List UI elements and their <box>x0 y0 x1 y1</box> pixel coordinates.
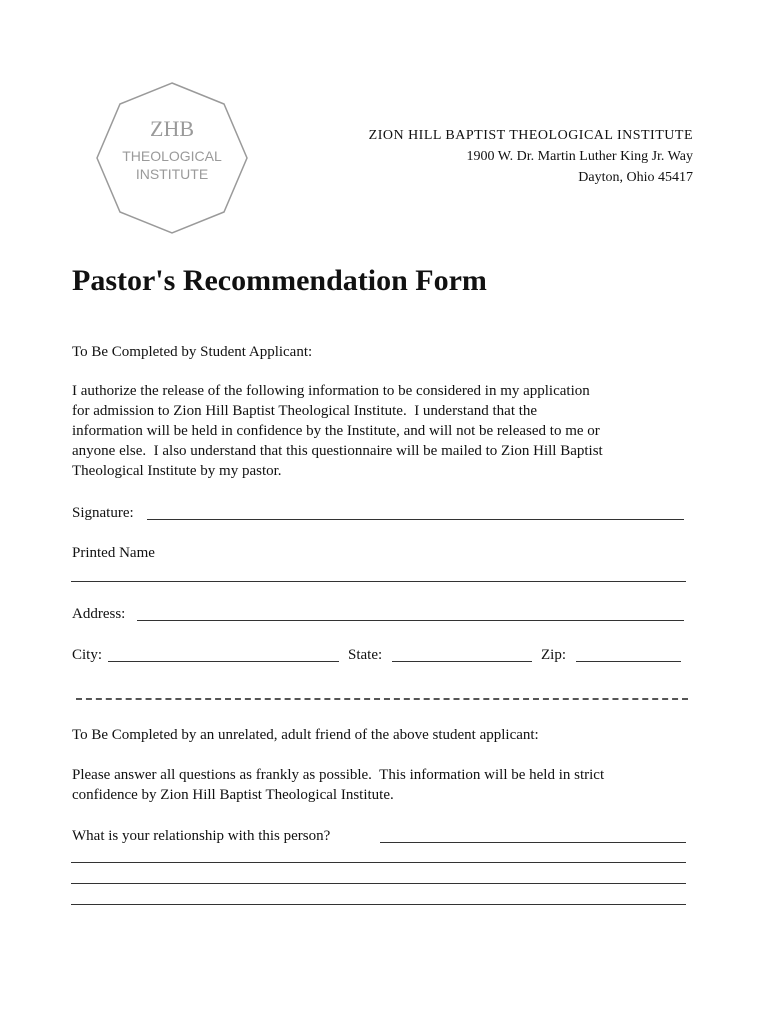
section-divider <box>76 698 688 700</box>
relationship-question: What is your relationship with this person? <box>72 828 331 844</box>
institution-street: 1900 W. Dr. Martin Luther King Jr. Way <box>466 149 693 164</box>
printed-name-field[interactable] <box>71 581 686 582</box>
seal-line-1: THEOLOGICAL <box>122 148 222 164</box>
printed-name-label: Printed Name <box>72 545 155 561</box>
authorization-line-5: Theological Institute by my pastor. <box>72 463 282 479</box>
seal-line-2: INSTITUTE <box>135 166 209 182</box>
relationship-answer-line-1[interactable] <box>71 862 686 863</box>
institution-name: ZION HILL BAPTIST THEOLOGICAL INSTITUTE <box>368 128 693 143</box>
friend-instructions-line-2: confidence by Zion Hill Baptist Theological Institute. <box>72 787 394 803</box>
seal-monogram: ZHB <box>150 116 194 141</box>
signature-label: Signature: <box>72 505 134 521</box>
city-field[interactable] <box>108 661 339 662</box>
authorization-line-4: anyone else. I also understand that this questionnaire will be mailed to Zion Hill Baptist <box>72 443 603 459</box>
relationship-answer-line-2[interactable] <box>71 883 686 884</box>
institution-city: Dayton, Ohio 45417 <box>578 170 693 185</box>
institution-address <box>369 125 693 188</box>
state-label: State: <box>348 647 383 663</box>
friend-heading: To Be Completed by an unrelated, adult friend of the above student applicant: <box>72 727 539 743</box>
friend-instructions-line-1: Please answer all questions as frankly as possible. This information will be held in strict <box>72 767 605 783</box>
address-field[interactable] <box>137 620 684 621</box>
institute-seal <box>76 78 268 238</box>
authorization-line-1: I authorize the release of the following information to be considered in my application <box>72 383 590 399</box>
signature-field[interactable] <box>147 519 684 520</box>
authorization-line-2: for admission to Zion Hill Baptist Theological Institute. I understand that the <box>72 403 538 419</box>
zip-label: Zip: <box>541 647 566 663</box>
zip-field[interactable] <box>576 661 681 662</box>
relationship-answer-line-3[interactable] <box>71 904 686 905</box>
authorization-line-3: information will be held in confidence by the Institute, and will not be released to me or <box>72 423 600 439</box>
form-title: Pastor's Recommendation Form <box>72 264 487 297</box>
state-field[interactable] <box>392 661 532 662</box>
relationship-field[interactable] <box>380 842 686 843</box>
address-label: Address: <box>72 606 126 622</box>
city-label: City: <box>72 647 103 663</box>
applicant-heading: To Be Completed by Student Applicant: <box>72 344 313 360</box>
